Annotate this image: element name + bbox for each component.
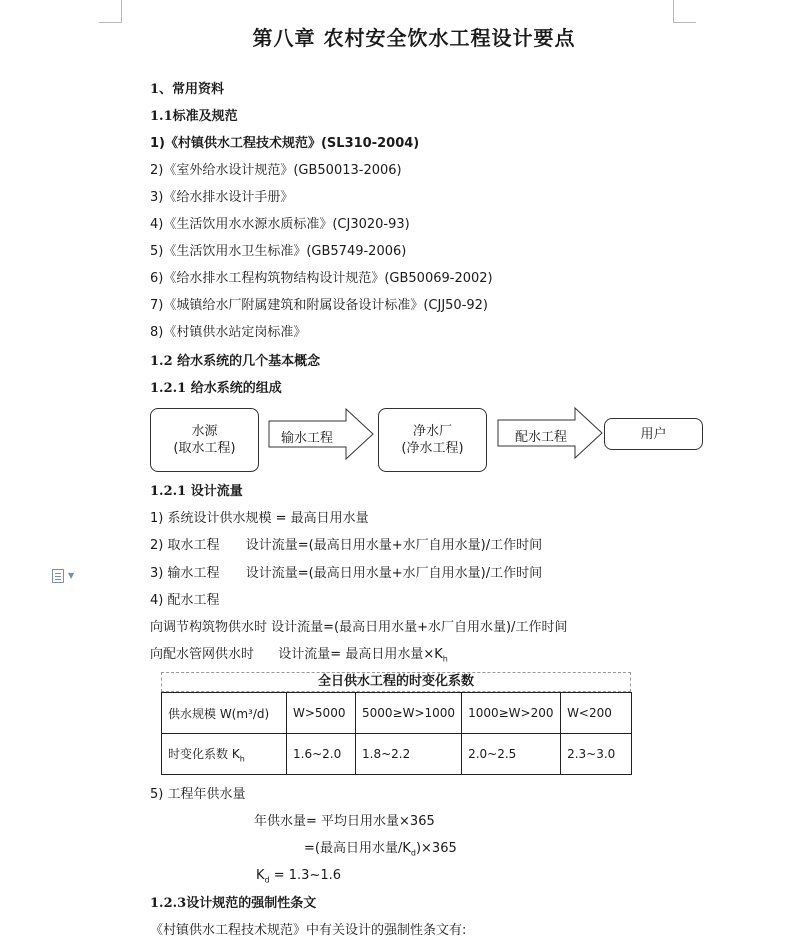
treatment-plant-sublabel: (净水工程) (401, 441, 464, 456)
table-cell: 2.0~2.5 (462, 734, 561, 775)
heading-mandatory-clauses: 1.2.3设计规范的强制性条文 (150, 896, 317, 911)
flow-item-1: 1) 系统设计供水规模 = 最高日用水量 (150, 511, 369, 526)
reference-item: 4)《生活饮用水水源水质标准》(CJ3020-93) (150, 217, 410, 232)
treatment-plant-label: 净水厂 (412, 424, 452, 439)
reference-item: 8)《村镇供水站定岗标准》 (150, 325, 307, 340)
annual-supply-eq1: 年供水量= 平均日用水量×365 (254, 814, 435, 829)
flow-item-4b-label: 向配水管网供水时 (150, 647, 255, 662)
table-cell: 1.8~2.2 (356, 734, 462, 775)
kh-subscript: h (239, 754, 245, 764)
table-cell: 5000≥W>1000 (356, 693, 462, 734)
table-cell (162, 734, 287, 775)
reference-item: 6)《给水排水工程构筑物结构设计规范》(GB50069-2002) (150, 271, 493, 286)
table-row (162, 734, 632, 775)
kd-symbol: K (256, 868, 265, 883)
reference-item: 1)《村镇供水工程技术规范》(SL310-2004) (150, 136, 420, 151)
flow-item-4b (150, 647, 448, 668)
heading-section-1: 1、常用资料 (150, 82, 225, 97)
heading-section-1-2-1: 1.2.1 给水系统的组成 (150, 381, 282, 396)
page-corner-mark-right (673, 0, 696, 23)
reference-item: 5)《生活饮用水卫生标准》(GB5749-2006) (150, 244, 407, 259)
page-corner-mark-left (99, 0, 122, 23)
hourly-coefficient-table (161, 692, 632, 775)
heading-section-1-1: 1.1标准及规范 (150, 109, 238, 124)
eq2-end: )×365 (415, 841, 457, 856)
kh-subscript: h (442, 654, 448, 664)
table-cell: 1000≥W>200 (462, 693, 561, 734)
distribution-label: 配水工程 (515, 430, 568, 445)
document-icon[interactable] (52, 569, 64, 583)
water-source-label: 水源 (191, 424, 218, 439)
treatment-plant-box (378, 408, 487, 472)
flow-item-2 (150, 538, 542, 554)
chapter-title: 第八章 农村安全饮水工程设计要点 (252, 26, 576, 50)
kd-value: = 1.3~1.6 (269, 868, 342, 883)
table-row (162, 693, 632, 734)
reference-item: 3)《给水排水设计手册》 (150, 190, 294, 205)
flow-item-3 (150, 566, 542, 582)
kd-subscript: d (264, 875, 270, 885)
table-caption: 全日供水工程的时变化系数 (161, 672, 631, 692)
kd-subscript: d (410, 848, 416, 858)
table-cell: W<200 (561, 693, 632, 734)
heading-section-1-2: 1.2 给水系统的几个基本概念 (150, 354, 321, 369)
reference-item: 2)《室外给水设计规范》(GB50013-2006) (150, 163, 402, 178)
annual-supply-eq2 (304, 841, 457, 862)
table-cell: 供水规模 W(m³/d) (162, 693, 287, 734)
flow-item-4b-formula: 设计流量= 最高日用水量×K (278, 647, 443, 662)
table-cell: 1.6~2.0 (287, 734, 356, 775)
flow-item-4a: 向调节构筑物供水时 设计流量=(最高日用水量+水厂自用水量)/工作时间 (150, 620, 568, 635)
chevron-down-icon[interactable]: ▼ (68, 571, 75, 580)
coefficient-label: 时变化系数 K (168, 746, 240, 761)
water-source-box (150, 408, 259, 472)
mandatory-clauses-intro: 《村镇供水工程技术规范》中有关设计的强制性条文有: (150, 923, 467, 938)
flow-item-2-formula: 设计流量=(最高日用水量+水厂自用水量)/工作时间 (245, 538, 543, 553)
flow-item-4: 4) 配水工程 (150, 593, 220, 608)
table-cell: 2.3~3.0 (561, 734, 632, 775)
kd-range (256, 868, 341, 889)
heading-design-flow: 1.2.1 设计流量 (150, 484, 243, 499)
table-cell: W>5000 (287, 693, 356, 734)
eq2-main: =(最高日用水量/K (304, 841, 411, 856)
conveyance-label: 输水工程 (281, 431, 334, 446)
user-label: 用户 (640, 426, 667, 442)
annual-supply-item: 5) 工程年供水量 (150, 787, 246, 802)
water-source-sublabel: (取水工程) (173, 441, 236, 456)
flow-item-3-label: 3) 输水工程 (150, 566, 220, 581)
user-box (604, 418, 703, 450)
flow-item-3-formula: 设计流量=(最高日用水量+水厂自用水量)/工作时间 (245, 566, 543, 581)
reference-item: 7)《城镇给水厂附属建筑和附属设备设计标准》(CJJ50-92) (150, 298, 489, 313)
flow-item-2-label: 2) 取水工程 (150, 538, 220, 553)
